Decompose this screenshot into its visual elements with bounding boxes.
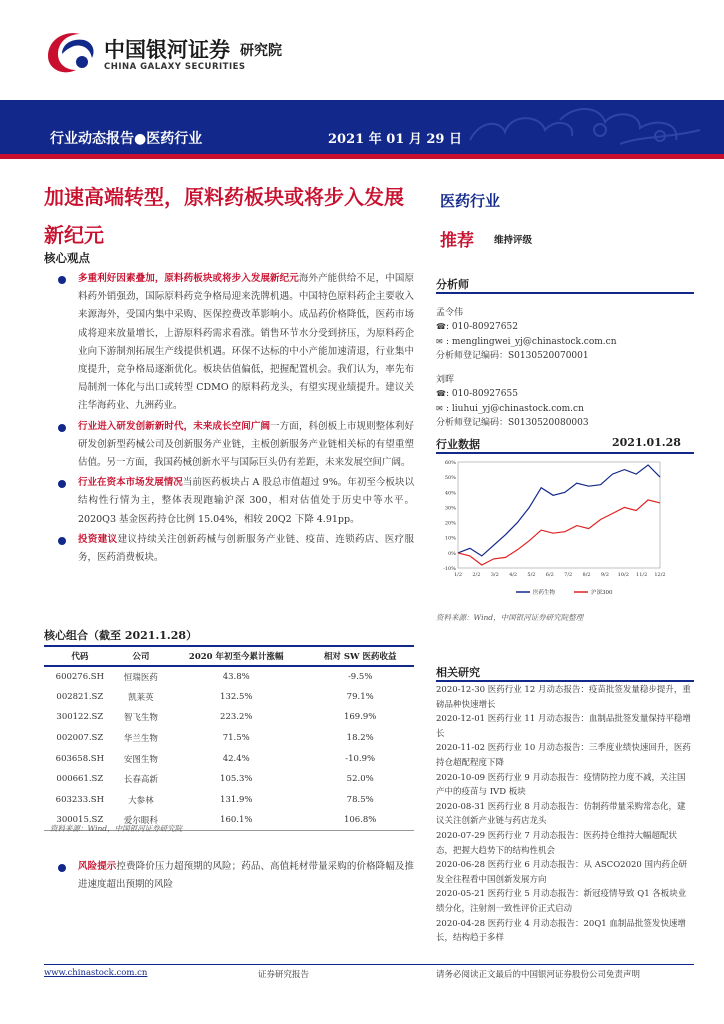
x-tick-label: 10/2 (617, 572, 629, 578)
table-cell: 凯莱英 (128, 692, 154, 703)
portfolio-source: 资料来源：Wind，中国银河证券研究院 (50, 824, 183, 833)
table-cell: 智飞生物 (123, 713, 158, 724)
x-tick-label: 12/2 (654, 572, 666, 578)
bullet-4 (58, 531, 414, 567)
rating-status: 维持评级 (494, 235, 533, 246)
company-name-cn: 中国银河证券 (104, 38, 230, 62)
y-tick-label: 60% (444, 460, 456, 466)
phone-icon: ☎ (436, 322, 446, 332)
y-tick-label: -10% (443, 566, 456, 572)
bullet-lead: 行业进入研发创新新时代，未来成长空间广阔 (78, 420, 271, 432)
table-column-header: 2020 年初至今累计涨幅 (166, 646, 306, 666)
research-item[interactable]: 2020-05-21 医药行业 5 月动态报告：新冠疫情导致 Q1 各板块业绩分化，注射剂一致性评价正式启动 (436, 889, 687, 914)
table-row (44, 790, 414, 811)
x-tick-label: 1/2 (453, 572, 463, 578)
footer-disclaimer: 请务必阅读正文最后的中国银河证券股份公司免责声明 (436, 970, 641, 980)
table-cell: 安图生物 (123, 754, 158, 765)
table-cell: -9.5% (347, 671, 373, 682)
report-title: 加速高端转型，原料药板块或将步入发展新纪元 (44, 185, 404, 247)
x-tick-label: 2/2 (472, 572, 481, 578)
x-tick-label: 4/2 (509, 572, 518, 578)
x-tick-label: 6/2 (545, 572, 554, 578)
series-line-医药生物 (458, 465, 660, 556)
y-tick-label: 50% (444, 475, 456, 482)
analyst-tel: 010-80927652 (451, 322, 518, 333)
table-cell: 169.9% (343, 712, 377, 723)
company-name-en: CHINA GALAXY SECURITIES (104, 62, 246, 72)
table-cell: 300122.SZ (56, 712, 104, 723)
table-cell: 000661.SZ (56, 774, 104, 785)
analyst-rule (436, 292, 694, 294)
table-cell: 603658.SH (55, 753, 105, 764)
bullet-1 (58, 270, 414, 416)
bullet-text: 一方面，科创板上市规则整体利好研发创新型药械公司及创新服务产业链，主板创新服务产业链相关标的有望重塑估值。另一方面，我国药械创新水平与国际巨头仍有差距，未来发展空间广阔。 (78, 420, 414, 469)
table-cell: 131.9% (220, 794, 253, 805)
bullet-dot-icon (58, 424, 66, 432)
table-column-header: 相对 SW 医药收益 (306, 646, 414, 666)
report-date: 2021 年 01 月 29 日 (328, 132, 462, 147)
portfolio-table (44, 645, 414, 831)
table-row (44, 748, 414, 769)
x-tick-label: 7/2 (564, 572, 573, 578)
table-cell: 爱尔眼科 (116, 810, 166, 831)
table-cell: -10.9% (345, 753, 376, 764)
core-heading: 核心观点 (44, 251, 90, 265)
table-cell: 长春高新 (123, 775, 158, 786)
analyst-tel: 010-80927655 (451, 389, 518, 400)
table-cell: 18.2% (346, 733, 374, 744)
x-tick-label: 9/2 (600, 572, 609, 578)
research-heading: 相关研究 (436, 666, 480, 679)
table-cell: 大参林 (128, 795, 154, 806)
report-type: 行业动态报告●医药行业 (50, 131, 203, 147)
y-tick-label: 40% (444, 490, 456, 497)
chart-source: 资料来源：Wind，中国银河证券研究院整理 (436, 613, 584, 622)
risk-block (58, 858, 414, 896)
x-tick-label: 8/2 (582, 572, 591, 578)
market-date: 2021.01.28 (612, 436, 681, 449)
analyst-name: 刘晖 (436, 375, 455, 386)
table-cell: 160.1% (166, 810, 306, 831)
table-cell: 002821.SZ (56, 691, 104, 702)
analyst-heading: 分析师 (436, 278, 469, 291)
x-tick-label: 3/2 (490, 572, 499, 578)
table-cell: 603233.SH (55, 794, 105, 805)
table-cell: 华兰生物 (123, 734, 158, 745)
table-cell: 106.8% (306, 810, 414, 831)
analyst-email[interactable]: menglingwei_yj@chinastock.com.cn (451, 336, 617, 347)
table-cell: 恒瑞医药 (123, 672, 158, 683)
research-item[interactable]: 2020-08-31 医药行业 8 月动态报告：仿制药带量采购常态化，建议关注创新产业链与药店龙头 (436, 801, 686, 827)
table-row (44, 769, 414, 790)
bullet-2 (58, 418, 414, 473)
table-column-header: 代码 (44, 646, 116, 666)
bullet-dot-icon (58, 864, 66, 872)
analyst-reg: 分析师登记编码：S0130520070001 (436, 350, 589, 361)
bullet-lead: 投资建议 (78, 533, 118, 545)
table-cell: 300015.SZ (44, 810, 116, 831)
analyst-email[interactable]: liuhui_yj@chinastock.com.cn (451, 403, 584, 414)
bullet-dot-icon (58, 480, 66, 488)
bullet-lead: 多重利好因素叠加，原料药板块或将步入发展新纪元 (78, 273, 299, 284)
table-cell: 002007.SZ (56, 733, 104, 744)
series-line-沪深300 (458, 500, 660, 565)
galaxy-logo-icon (42, 26, 98, 82)
table-cell: 79.1% (346, 691, 374, 702)
footer-rule (44, 964, 694, 965)
bullet-text: 当前医药板块占 A 股总市值超过 9%。年初至今板块以结构性行情为主，整体表现跑输沪深 300，相对估值处于历史中等水平。2020Q3 基金医药持仓比例 15.04%，相较 20Q2 下降 4.91pp。 (78, 477, 414, 525)
research-item[interactable]: 2020-07-29 医药行业 7 月动态报告：医药持仓维持大幅超配状态，把握大趋势下的结构性机会 (436, 830, 678, 856)
institute-name: 研究院 (240, 43, 282, 59)
market-chart (436, 456, 668, 606)
plot-frame (458, 462, 660, 568)
table-cell: 52.0% (346, 774, 374, 785)
research-item[interactable]: 2020-04-28 医药行业 4 月动态报告：20Q1 血制品批签发快速增长，结构趋于多样 (436, 918, 686, 944)
table-cell: 78.5% (346, 794, 374, 805)
market-rule (436, 452, 694, 454)
research-item[interactable]: 2020-11-02 医药行业 10 月动态报告：三季度业绩快速回升，医药持仓超配程度下降 (436, 743, 691, 768)
bullet-dot-icon (58, 276, 66, 284)
table-cell: 132.5% (220, 691, 253, 702)
bullet-3 (58, 474, 414, 529)
research-item[interactable]: 2020-10-09 医药行业 9 月动态报告：疫情防控力度不减，关注国产中的疫苗与 IVD 板块 (436, 772, 686, 798)
research-item[interactable]: 2020-06-28 医药行业 6 月动态报告：从 ASCO2020 国内药企研发全往程看中国创新发展方向 (436, 860, 687, 885)
legend-label: 沪深300 (591, 590, 613, 596)
bullet-text: 建议持续关注创新药械与创新服务产业链、疫苗、连锁药店、医疗服务，医药消费板块。 (78, 533, 414, 564)
x-tick-label: 5/2 (527, 572, 536, 578)
research-rule (436, 680, 694, 682)
table-row (44, 687, 414, 708)
table-cell: 42.4% (222, 753, 250, 764)
y-tick-label: 30% (444, 505, 456, 512)
table-header-row (44, 646, 414, 666)
market-heading: 行业数据 (436, 438, 480, 451)
legend-label: 医药生物 (533, 590, 556, 596)
bullet-lead: 行业在资本市场发展情况 (78, 477, 183, 489)
analyst-block: 孟令伟 ☎: 010-80927652 ✉ : menglingwei_yj@chinastock.com.cn 分析师登记编码：S0130520070001 刘晖 ☎: 010-80927655 ✉ : liuhui_yj@chinastock.com.cn 分析师登记编码：S0130520080003 (436, 306, 617, 430)
table-cell: 43.8% (222, 671, 250, 682)
y-tick-label: 10% (444, 535, 456, 542)
mail-icon: ✉ (436, 336, 443, 346)
analyst-reg: 分析师登记编码：S0130520080003 (436, 418, 589, 429)
table-cell: 600276.SH (55, 671, 105, 682)
table-cell: 71.5% (222, 733, 250, 744)
bullet-dot-icon (58, 537, 66, 545)
table-cell: 105.3% (220, 774, 253, 785)
analyst-name: 孟令伟 (436, 308, 464, 318)
research-item[interactable]: 2020-12-01 医药行业 11 月动态报告：血制品批签发量保持平稳增长 (436, 714, 691, 739)
bullet-text: 海外产能供给不足，中国原料药外销强劲，国际原料药竞争格局迎来洗牌机遇。中国特色原料药企主要收入来源海外，受国内集中采购、医保控费改革影响小。成品药价格降低，医药市场成将迎来放量增长，上游原料药需求看涨。销售环节水分受到挤压，为原料药企业向下游制剂拓展生产线提供机遇。环保不达标的中小产能加速清退，行业集中度提升，竞争格局逐渐优化。板块估值偏低，把握配置机会。我们认为，率先布局制剂一体化与出口或转型 CDMO 的原料药龙头，有望实现业绩提升。建议关注华海药业、九洲药业。 (78, 273, 414, 412)
y-tick-label: 20% (444, 520, 456, 527)
risk-text: 控费降价压力超预期的风险；药品、高值耗材带量采购的价格降幅及推进速度超出预期的风险 (78, 861, 414, 890)
table-column-header: 公司 (116, 646, 166, 666)
sector-name: 医药行业 (440, 192, 501, 210)
core-bullets (58, 270, 414, 569)
footer-center: 证券研究报告 (258, 970, 310, 980)
y-tick-label: 0% (448, 550, 456, 557)
table-row (44, 666, 414, 687)
table-cell: 223.2% (220, 712, 253, 723)
risk-lead: 风险提示 (78, 861, 117, 872)
mail-icon: ✉ (436, 403, 443, 413)
table-row (44, 728, 414, 749)
header-red-rule (0, 154, 724, 159)
x-tick-label: 11/2 (636, 572, 648, 578)
recommendation: 推荐 (440, 231, 474, 251)
research-list (436, 683, 694, 946)
research-item[interactable]: 2020-12-30 医药行业 12 月动态报告：疫苗批签发量稳步提升，重磅品种快速增长 (436, 685, 691, 710)
table-row (44, 707, 414, 728)
footer-url[interactable]: www.chinastock.com.cn (44, 968, 148, 978)
portfolio-heading: 核心组合（截至 2021.1.28） (44, 629, 198, 642)
phone-icon: ☎ (436, 389, 446, 399)
